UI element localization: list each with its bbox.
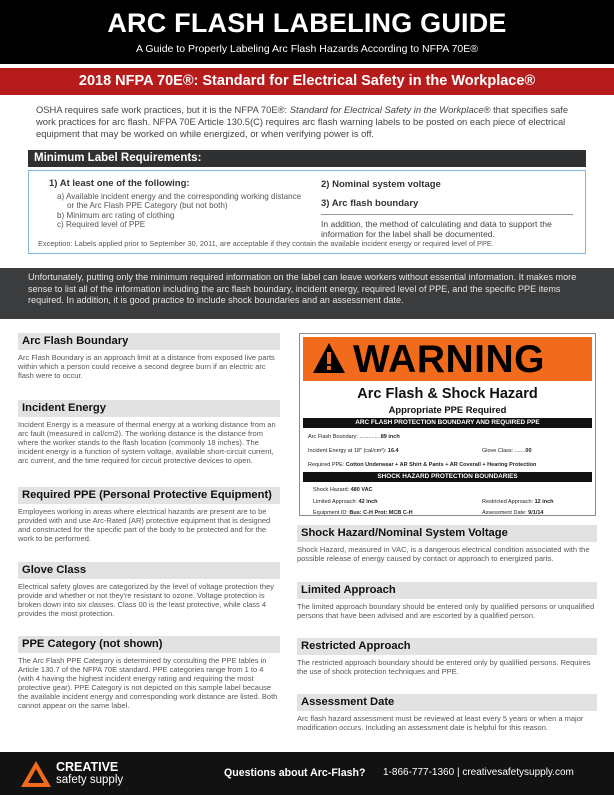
section-heading: Glove Class: [18, 562, 280, 579]
label-restricted-approach: Restricted Approach: 12 inch: [482, 499, 554, 505]
recommendation-band: Unfortunately, putting only the minimum required information on the label can leave workers without essential information. It makes more sense to list all of the information including the arc flash boundary, incident energy, required level of PPE, and the specific PPE items required. In addition, it is good practice to include shock boundaries and an assessment date.: [0, 268, 614, 319]
intro-text-2: that specifies safe work practices for arc flash. NFPA 70E Article 130.5(C) requires arc flash warning labels to be posted on each piece of electrical equipment that may be worked on while energized, or when verifying power is off.: [36, 104, 569, 140]
label-hazard-title: Arc Flash & Shock Hazard: [357, 386, 538, 402]
page-title: ARC FLASH LABELING GUIDE: [107, 8, 507, 38]
label-assessment-date: Assessment Date: 9/1/14: [482, 510, 544, 516]
intro-emphasis: Standard for Electrical Safety in the Workplace®: [289, 104, 491, 115]
requirement-2: 2) Nominal system voltage: [321, 179, 441, 190]
min-requirements-heading: Minimum Label Requirements:: [28, 150, 586, 167]
section-heading: Arc Flash Boundary: [18, 333, 280, 350]
section-heading: Limited Approach: [297, 582, 597, 599]
header-banner: [0, 0, 614, 64]
min-requirements-col1: [49, 179, 309, 229]
label-incident-energy: Incident Energy at 18" (cal/cm²): 16.4: [308, 448, 399, 454]
label-limited-approach: Limited Approach: 42 inch: [313, 499, 378, 505]
section-ppe-category: [18, 636, 280, 711]
brand-tagline: safety supply: [56, 774, 124, 786]
label-arc-flash-boundary: Arc Flash Boundary: ..............89 inch: [308, 434, 400, 440]
section-heading: Incident Energy: [18, 400, 280, 417]
section-heading: Restricted Approach: [297, 638, 597, 655]
section-body: The Arc Flash PPE Category is determined by consulting the PPE tables in Article 130.7 of the NFPA 70E standard. PPE categories range from 1 to 4 (with 4 having the highest incident energy rating and requiring the most protective gear). PPE Category is not depicted on this sample label because the available incident energy and corresponding work distance are listed. Both cannot appear on the same label.: [18, 656, 278, 711]
section-body: The restricted approach boundary should be entered only by qualified persons. Requires the use of shock protection techniques and PPE.: [297, 658, 591, 677]
min-requirements-col2: [321, 179, 573, 239]
requirement-1c: c) Required level of PPE: [57, 219, 146, 229]
label-section-bar-arc: ARC FLASH PROTECTION BOUNDARY AND REQUIRED PPE: [303, 418, 592, 428]
standard-title-bar: 2018 NFPA 70E®: Standard for Electrical Safety in the Workplace®: [0, 68, 614, 95]
intro-text-1: OSHA requires safe work practices, but it is the NFPA 70E®:: [36, 104, 290, 115]
label-glove-class: Glove Class: .......00: [482, 448, 532, 454]
section-heading: Assessment Date: [297, 694, 597, 711]
intro-paragraph: [36, 104, 581, 141]
section-heading: Shock Hazard/Nominal System Voltage: [297, 525, 597, 542]
footer: [0, 752, 614, 795]
label-section-bar-shock: SHOCK HAZARD PROTECTION BOUNDARIES: [303, 472, 592, 482]
label-required-ppe: Required PPE: Cotton Underwear + AR Shirt & Pants + AR Coverall + Hearing Protection: [308, 462, 537, 468]
section-limited-approach: [297, 582, 597, 620]
brand-name: CREATIVE: [56, 760, 119, 774]
section-body: Employees working in areas where electrical hazards are present are to be provided with and use Arc-Rated (AR) protective equipment that is designed and constructed for the specific part of the body to be protected and for the work to be performed.: [18, 507, 271, 544]
section-glove-class: [18, 562, 280, 618]
requirement-note: In addition, the method of calculating and data to support the information for the label shall be documented.: [321, 219, 552, 240]
exception-note: Exception: Labels applied prior to September 30, 2011, are acceptable if they contain the available incident energy or required level of PPE.: [38, 239, 494, 248]
section-body: Incident Energy is a measure of thermal energy at a working distance from an arc fault (measured in cal/cm2). The working distance is the distance from where the worker stands to the flash location (commonly 18 inches). The incident energy is a function of system voltage, available short-circuit current, arc current, and the time required for circuit protective devices to open.: [18, 420, 276, 466]
requirement-1b: b) Minimum arc rating of clothing: [57, 210, 175, 220]
section-body: Arc flash hazard assessment must be reviewed at least every 5 years or when a major modification occurs. Including an assessment date is helpful for this reason.: [297, 714, 584, 733]
section-shock-hazard: [297, 525, 597, 563]
warning-word: WARNING: [353, 338, 545, 381]
warning-triangle-icon: [311, 341, 347, 375]
section-body: Shock Hazard, measured in VAC, is a dangerous electrical condition associated with the possible release of energy caused by contact or approach to energized parts.: [297, 545, 590, 564]
section-heading: Required PPE (Personal Protective Equipment): [18, 487, 280, 504]
label-hazard-subtitle: Appropriate PPE Required: [388, 404, 507, 415]
section-heading: PPE Category (not shown): [18, 636, 280, 653]
section-assessment-date: [297, 694, 597, 732]
warning-banner: [303, 337, 592, 381]
brand-logo-icon: [20, 760, 52, 788]
requirement-1a: a) Available incident energy and the corresponding working distance or the Arc Flash PPE Category (but not both): [57, 192, 302, 211]
footer-question: Questions about Arc-Flash?: [224, 767, 366, 779]
requirement-3: 3) Arc flash boundary: [321, 198, 419, 209]
footer-contact[interactable]: 1-866-777-1360 | creativesafetysupply.com: [383, 767, 574, 778]
warning-label-sample: [299, 333, 596, 516]
section-body: The limited approach boundary should be entered only by qualified persons or unqualified persons that have been advised and are escorted by a qualified person.: [297, 602, 595, 621]
section-incident-energy: [18, 400, 280, 465]
label-shock-hazard: Shock Hazard: 480 VAC: [313, 487, 373, 493]
section-restricted-approach: [297, 638, 597, 676]
label-equipment-id: Equipment ID: Bus: C-H Prot: MCB C-H: [313, 510, 413, 516]
section-body: Electrical safety gloves are categorized by the level of voltage protection they provide and whether or not they're resistant to ozone. Voltage protection is broken down into six classes. Class 00 is the least protective, while class 4 provides the most protection.: [18, 582, 274, 619]
section-body: Arc Flash Boundary is an approach limit at a distance from exposed live parts within which a person could receive a second degree burn if an electric arc flash were to occur.: [18, 353, 275, 381]
divider: [321, 214, 573, 215]
section-arc-flash-boundary: [18, 333, 280, 380]
section-required-ppe: [18, 487, 280, 543]
page-subtitle: A Guide to Properly Labeling Arc Flash Hazards According to NFPA 70E®: [136, 43, 478, 55]
requirement-1: 1) At least one of the following:: [49, 178, 190, 189]
